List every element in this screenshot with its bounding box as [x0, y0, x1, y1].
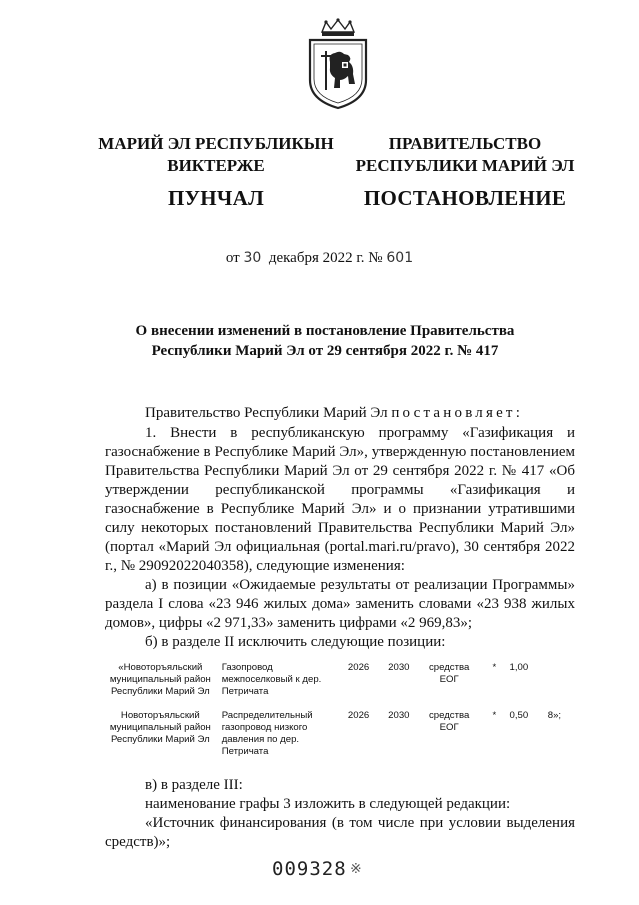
- date-month-year: декабря 2022 г. №: [268, 250, 383, 266]
- header-right-doc-type: ПОСТАНОВЛЕНИЕ: [363, 186, 567, 210]
- paragraph-v: в) в разделе III:: [145, 777, 243, 793]
- document-number: 601: [386, 250, 414, 266]
- date-line: [0, 250, 639, 267]
- intro-line: [145, 405, 523, 422]
- body-text: [105, 424, 575, 652]
- date-day: 30: [243, 250, 262, 266]
- serial-mark-icon: ※: [350, 862, 362, 877]
- serial-number: 009328: [272, 858, 347, 880]
- document-title: [110, 321, 540, 361]
- positions-table: [105, 662, 580, 758]
- cell-year-end: 2030: [388, 710, 410, 721]
- cell-area: Новоторъяльский муниципальный район Республики Марий Эл: [109, 710, 211, 745]
- cell-year-start: 2026: [347, 710, 370, 721]
- intro-subject: Правительство Республики Марий Эл: [145, 405, 388, 421]
- header-left-line2: ВИКТЕРЖЕ: [167, 156, 265, 175]
- header-left-line1: МАРИЙ ЭЛ РЕСПУБЛИКЫН: [98, 134, 334, 153]
- header-left: [90, 133, 342, 209]
- cell-value-2: [548, 662, 580, 698]
- cell-value: 0,50: [509, 710, 529, 721]
- cell-year-end: 2030: [388, 662, 410, 673]
- cell-star: *: [492, 662, 497, 673]
- header-right-line1: ПРАВИТЕЛЬСТВО: [388, 134, 542, 153]
- header-right: [350, 133, 580, 209]
- after-table-text: [105, 776, 575, 852]
- coat-of-arms-icon: [300, 18, 376, 110]
- header-left-doc-type: ПУНЧАЛ: [167, 186, 265, 210]
- title-line2: Республики Марий Эл от 29 сентября 2022 г. № 417: [151, 343, 499, 359]
- cell-value: 1,00: [509, 662, 529, 673]
- paragraph-v1: наименование графы 3 изложить в следующей редакции:: [145, 796, 511, 812]
- intro-verb: постановляет:: [391, 405, 524, 421]
- cell-source: средства ЕОГ: [428, 710, 470, 733]
- paragraph-v2: «Источник финансирования (в том числе при условии выделения средств)»;: [105, 815, 575, 850]
- cell-star: *: [492, 710, 497, 721]
- date-prefix: от: [225, 250, 240, 266]
- cell-area: «Новоторъяльский муниципальный район Республики Марий Эл: [109, 662, 211, 697]
- header-right-line2: РЕСПУБЛИКИ МАРИЙ ЭЛ: [355, 156, 575, 175]
- cell-value-2: 8»;: [547, 710, 562, 721]
- table-row: [105, 662, 580, 698]
- paragraph-b: б) в разделе II исключить следующие позиции:: [145, 634, 446, 650]
- paragraph-a: а) в позиции «Ожидаемые результаты от реализации Программы» раздела I слова «23 946 жилых дома» заменить словами «23 938 жилых домов», цифры «2 971,33» заменить цифрами «2 969,83»;: [105, 577, 575, 631]
- title-line1: О внесении изменений в постановление Правительства: [135, 323, 515, 339]
- cell-year-start: 2026: [347, 662, 370, 673]
- paragraph-1: 1. Внести в республиканскую программу «Газификация и газоснабжение в Республике Марий Эл», утвержденную постановлением Правительства Республики Марий Эл от 29 сентября 2022 г. № 417 «Об утверждении республиканской программы «Газификация и газоснабжение в Республике Марий Эл» и о признании утратившими силу некоторых постановлений Правительства Республики Марий Эл» (портал «Марий Эл официальная (portal.mari.ru/pravo), 30 сентября 2022 г., № 29092022040358), следующие изменения:: [105, 425, 575, 574]
- cell-object: Распределительный газопровод низкого давления по дер. Петричата: [221, 710, 313, 757]
- cell-source: средства ЕОГ: [428, 662, 470, 685]
- table-row: [105, 710, 580, 758]
- cell-object: Газопровод межпоселковый к дер. Петричата: [221, 662, 322, 697]
